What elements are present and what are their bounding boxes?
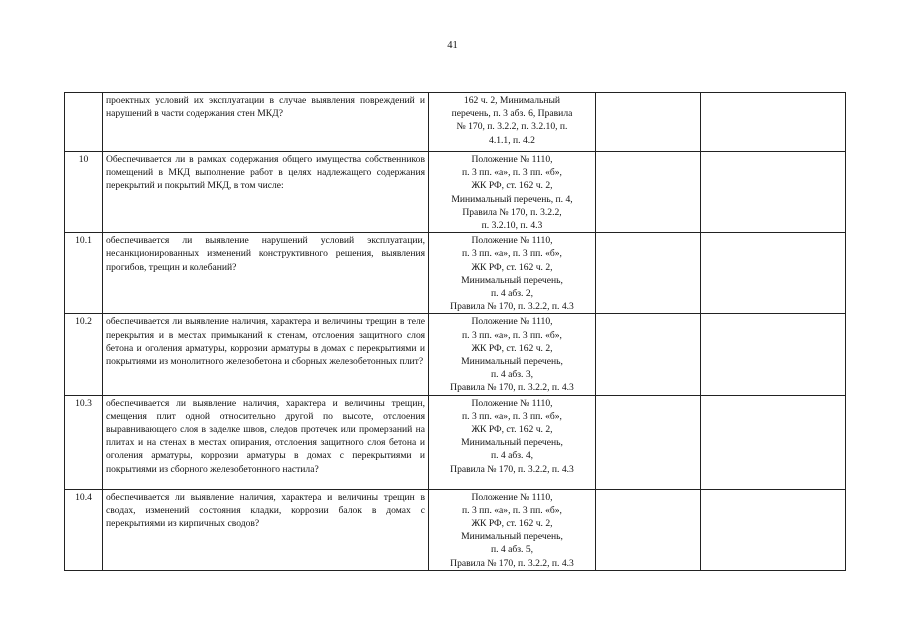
- item-number: 10: [65, 152, 103, 233]
- item-number: [65, 93, 103, 152]
- reference-line: Правила № 170, п. 3.2.2, п. 4.3: [450, 382, 574, 394]
- reference-line: п. 4 абз. 2,: [490, 288, 534, 300]
- item-number: 10.1: [65, 233, 103, 314]
- legal-references: [429, 152, 596, 233]
- answer-cell: [596, 152, 701, 233]
- reference-line: Минимальный перечень,: [461, 274, 563, 286]
- reference-line: ЖК РФ, ст. 162 ч. 2,: [471, 261, 553, 273]
- reference-line: Положение № 1110,: [471, 235, 553, 247]
- reference-line: Правила № 170, п. 3.2.2, п. 4.3: [450, 557, 574, 569]
- question-text: обеспечивается ли выявление наличия, характера и величины трещин в сводах, изменений состояния кладки, коррозии балок в домах с перекрытиями из кирпичных сводов?: [103, 489, 429, 570]
- reference-line: п. 4 абз. 5,: [490, 544, 534, 556]
- checklist-body: [65, 93, 846, 571]
- table-row: [65, 489, 846, 570]
- reference-line: Минимальный перечень,: [461, 531, 563, 543]
- reference-line: Положение № 1110,: [471, 316, 553, 328]
- legal-references: [429, 395, 596, 489]
- item-number: 10.3: [65, 395, 103, 489]
- reference-line: Правила № 170, п. 3.2.2,: [462, 206, 562, 218]
- reference-line: Минимальный перечень,: [461, 356, 563, 368]
- answer-cell: [596, 233, 701, 314]
- table-row: [65, 395, 846, 489]
- reference-line: 4.1.1, п. 4.2: [489, 134, 535, 146]
- answer-cell: [596, 395, 701, 489]
- answer-cell: [596, 489, 701, 570]
- table-row: [65, 314, 846, 395]
- reference-line: Правила № 170, п. 3.2.2, п. 4.3: [450, 301, 574, 313]
- table-row: [65, 93, 846, 152]
- legal-references: [429, 233, 596, 314]
- reference-line: Минимальный перечень,: [461, 437, 563, 449]
- reference-line: перечень, п. 3 абз. 6, Правила: [451, 108, 573, 120]
- question-text: обеспечивается ли выявление нарушений условий эксплуатации, несанкционированных изменений конструктивного решения, выявления прогибов, трещин и колебаний?: [103, 233, 429, 314]
- reference-line: Правила № 170, п. 3.2.2, п. 4.3: [450, 463, 574, 475]
- page-number: 41: [447, 40, 458, 51]
- reference-line: Положение № 1110,: [471, 491, 553, 503]
- reference-line: ЖК РФ, ст. 162 ч. 2,: [471, 342, 553, 354]
- reference-line: 162 ч. 2, Минимальный: [463, 95, 561, 106]
- reference-line: п. 3 пп. «а», п. 3 пп. «б»,: [462, 329, 562, 341]
- reference-line: Минимальный перечень, п. 4,: [451, 193, 573, 205]
- question-text: обеспечивается ли выявление наличия, характера и величины трещин в теле перекрытия и в местах примыканий к стенам, отслоения защитного слоя бетона и оголения арматуры, коррозии арматуры в домах с перекрытиями и покрытиями из монолитного железобетона и сборных железобетонных плит?: [103, 314, 429, 395]
- note-cell: [701, 395, 846, 489]
- table-row: [65, 233, 846, 314]
- note-cell: [701, 314, 846, 395]
- question-text: Обеспечивается ли в рамках содержания общего имущества собственников помещений в МКД выполнение работ в целях надлежащего содержания перекрытий и покрытий МКД, в том числе:: [103, 152, 429, 233]
- reference-line: ЖК РФ, ст. 162 ч. 2,: [471, 518, 553, 530]
- legal-references: [429, 93, 596, 152]
- reference-line: п. 3 пп. «а», п. 3 пп. «б»,: [462, 167, 562, 179]
- note-cell: [701, 233, 846, 314]
- table-row: [65, 152, 846, 233]
- reference-line: № 170, п. 3.2.2, п. 3.2.10, п.: [456, 121, 568, 133]
- reference-line: Положение № 1110,: [471, 154, 553, 165]
- legal-references: [429, 314, 596, 395]
- question-text: обеспечивается ли выявление наличия, характера и величины трещин, смещения плит одной относительно другой по высоте, отслоения выравнивающего слоя в заделке швов, следов протечек или промерзаний на плитах и на стенах в местах опирания, отслоения защитного слоя бетона и оголения арматуры, коррозии арматуры в домах с перекрытиями и покрытиями из сборного железобетонного настила?: [103, 395, 429, 489]
- item-number: 10.4: [65, 489, 103, 570]
- reference-line: ЖК РФ, ст. 162 ч. 2,: [471, 424, 553, 436]
- question-text: проектных условий их эксплуатации в случае выявления повреждений и нарушений в части содержания стен МКД?: [103, 93, 429, 152]
- reference-line: п. 3 пп. «а», п. 3 пп. «б»,: [462, 410, 562, 422]
- reference-line: п. 4 абз. 3,: [490, 369, 534, 381]
- answer-cell: [596, 314, 701, 395]
- checklist-table: [64, 92, 846, 571]
- note-cell: [701, 93, 846, 152]
- legal-references: [429, 489, 596, 570]
- reference-line: п. 3 пп. «а», п. 3 пп. «б»,: [462, 504, 562, 516]
- reference-line: п. 4 абз. 4,: [490, 450, 534, 462]
- note-cell: [701, 489, 846, 570]
- reference-line: ЖК РФ, ст. 162 ч. 2,: [471, 180, 553, 192]
- reference-line: п. 3.2.10, п. 4.3: [481, 220, 543, 232]
- reference-line: п. 3 пп. «а», п. 3 пп. «б»,: [462, 248, 562, 260]
- note-cell: [701, 152, 846, 233]
- reference-line: Положение № 1110,: [471, 397, 553, 409]
- answer-cell: [596, 93, 701, 152]
- item-number: 10.2: [65, 314, 103, 395]
